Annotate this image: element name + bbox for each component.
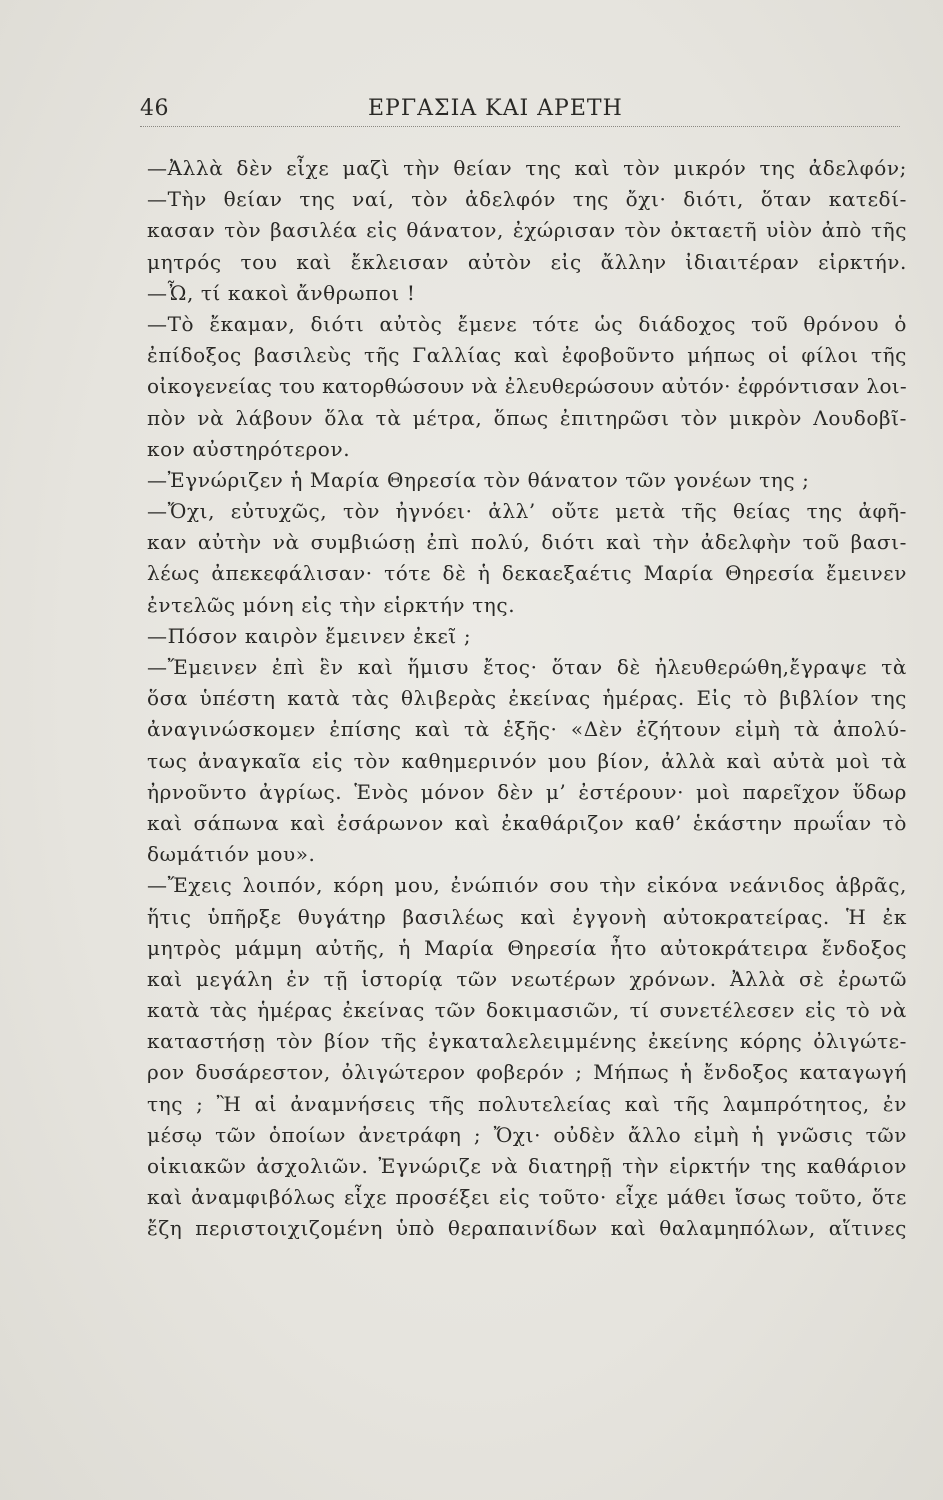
text-line: ἥτις ὑπῆρξε θυγάτηρ βασιλέως καὶ ἐγγονὴ αὐτοκρατείρας. Ἡ ἐκ: [147, 904, 907, 929]
text-line: κατὰ τὰς ἡμέρας ἐκείνας τῶν δοκιμασιῶν, τί συνετέλεσεν εἰς τὸ νὰ: [147, 998, 907, 1023]
text-line: ἀναγινώσκομεν ἐπίσης καὶ τὰ ἑξῆς· «Δὲν ἐζήτουν εἰμὴ τὰ ἀπολύ-: [147, 717, 907, 742]
page-header: [140, 96, 900, 130]
text-line: —Ὄχι, εὐτυχῶς, τὸν ἠγνόει· ἀλλ’ οὔτε μετὰ τῆς θείας της ἀφῆ-: [147, 499, 907, 524]
text-line: ὅσα ὑπέστη κατὰ τὰς θλιβερὰς ἐκείνας ἡμέρας. Εἰς τὸ βιβλίον της: [147, 686, 907, 711]
body-text: [147, 153, 907, 1245]
text-line: της ; Ἢ αἱ ἀναμνήσεις τῆς πολυτελείας καὶ τῆς λαμπρότητος, ἐν: [147, 1091, 907, 1116]
text-line: οἰκογενείας του κατορθώσουν νὰ ἐλευθερώσουν αὐτόν· ἐφρόντισαν λοι-: [147, 374, 907, 399]
text-line: καὶ σάπωνα καὶ ἐσάρωνον καὶ ἐκαθάριζον καθ’ ἑκάστην πρωΐαν τὸ: [147, 810, 907, 835]
text-line: καν αὐτὴν νὰ συμβιώσῃ ἐπὶ πολύ, διότι καὶ τὴν ἀδελφὴν τοῦ βασι-: [147, 530, 907, 555]
text-line: ρον δυσάρεστον, ὀλιγώτερον φοβερόν ; Μήπως ἡ ἔνδοξος καταγωγή: [147, 1060, 907, 1085]
text-line: μέσῳ τῶν ὁποίων ἀνετράφη ; Ὄχι· οὐδὲν ἄλλο εἰμὴ ἡ γνῶσις τῶν: [147, 1122, 907, 1147]
text-line: —Τὸ ἔκαμαν, διότι αὐτὸς ἔμενε τότε ὡς διάδοχος τοῦ θρόνου ὁ: [147, 311, 907, 336]
text-line: οἰκιακῶν ἀσχολιῶν. Ἐγνώριζε νὰ διατηρῇ τὴν εἱρκτήν της καθάριον: [147, 1154, 907, 1178]
text-line: τως ἀναγκαῖα εἰς τὸν καθημερινόν μου βίον, ἀλλὰ καὶ αὐτὰ μοὶ τὰ: [147, 748, 907, 773]
text-line: δωμάτιόν μου».: [147, 842, 316, 867]
text-line: —Τὴν θείαν της ναί, τὸν ἀδελφόν της ὄχι· διότι, ὅταν κατεδί-: [147, 187, 907, 212]
text-line: —Ἀλλὰ δὲν εἶχε μαζὶ τὴν θείαν της καὶ τὸν μικρόν της ἀδελφόν;: [147, 156, 907, 180]
text-line: λέως ἀπεκεφάλισαν· τότε δὲ ἡ δεκαεξαέτις Μαρία Θηρεσία ἔμεινεν: [147, 561, 907, 586]
text-line: —Ὦ, τί κακοὶ ἄνθρωποι !: [147, 280, 416, 305]
text-line: ἐπίδοξος βασιλεὺς τῆς Γαλλίας καὶ ἐφοβοῦντο μήπως οἱ φίλοι τῆς: [147, 343, 907, 368]
text-line: καταστήσῃ τὸν βίον τῆς ἐγκαταλελειμμένης ἐκείνης κόρης ὀλιγώτε-: [147, 1029, 907, 1054]
text-line: μητρὸς μάμμη αὐτῆς, ἡ Μαρία Θηρεσία ἦτο αὐτοκράτειρα ἔνδοξος: [147, 935, 907, 960]
text-line: —Ἔμεινεν ἐπὶ ἓν καὶ ἥμισυ ἔτος· ὅταν δὲ ἠλευθερώθη,ἔγραψε τὰ: [147, 655, 907, 679]
text-line: κασαν τὸν βασιλέα εἰς θάνατον, ἐχώρισαν τὸν ὀκταετῆ υἱὸν ἀπὸ τῆς: [147, 218, 907, 243]
text-line: ἔζη περιστοιχιζομένη ὑπὸ θεραπαινίδων καὶ θαλαμηπόλων, αἵτινες: [147, 1216, 907, 1241]
text-line: —Ἐγνώριζεν ἡ Μαρία Θηρεσία τὸν θάνατον τῶν γονέων της ;: [147, 467, 810, 492]
text-line: ἠρνοῦντο ἀγρίως. Ἑνὸς μόνον δὲν μ’ ἐστέρουν· μοὶ παρεῖχον ὕδωρ: [147, 779, 907, 804]
text-line: καὶ μεγάλη ἐν τῇ ἱστορίᾳ τῶν νεωτέρων χρόνων. Ἀλλὰ σὲ ἐρωτῶ: [147, 966, 907, 991]
text-line: —Πόσον καιρὸν ἔμεινεν ἐκεῖ ;: [147, 623, 472, 648]
text-line: —Ἔχεις λοιπόν, κόρη μου, ἐνώπιόν σου τὴν εἰκόνα νεάνιδος ἁβρᾶς,: [147, 873, 907, 898]
page-number: 46: [140, 96, 169, 121]
running-title: ΕΡΓΑΣΙΑ ΚΑΙ ΑΡΕΤΗ: [368, 96, 623, 121]
text-line: πὸν νὰ λάβουν ὅλα τὰ μέτρα, ὅπως ἐπιτηρῶσι τὸν μικρὸν Λουδοβῖ-: [147, 405, 907, 430]
text-line: καὶ ἀναμφιβόλως εἶχε προσέξει εἰς τοῦτο· εἶχε μάθει ἴσως τοῦτο, ὅτε: [147, 1185, 907, 1210]
text-line: ἐντελῶς μόνη εἰς τὴν εἱρκτήν της.: [147, 592, 516, 617]
header-rule: [140, 126, 900, 127]
text-line: μητρός του καὶ ἔκλεισαν αὐτὸν εἰς ἄλλην ἰδιαιτέραν εἱρκτήν.: [147, 249, 907, 274]
text-line: κον αὐστηρότερον.: [147, 436, 351, 461]
